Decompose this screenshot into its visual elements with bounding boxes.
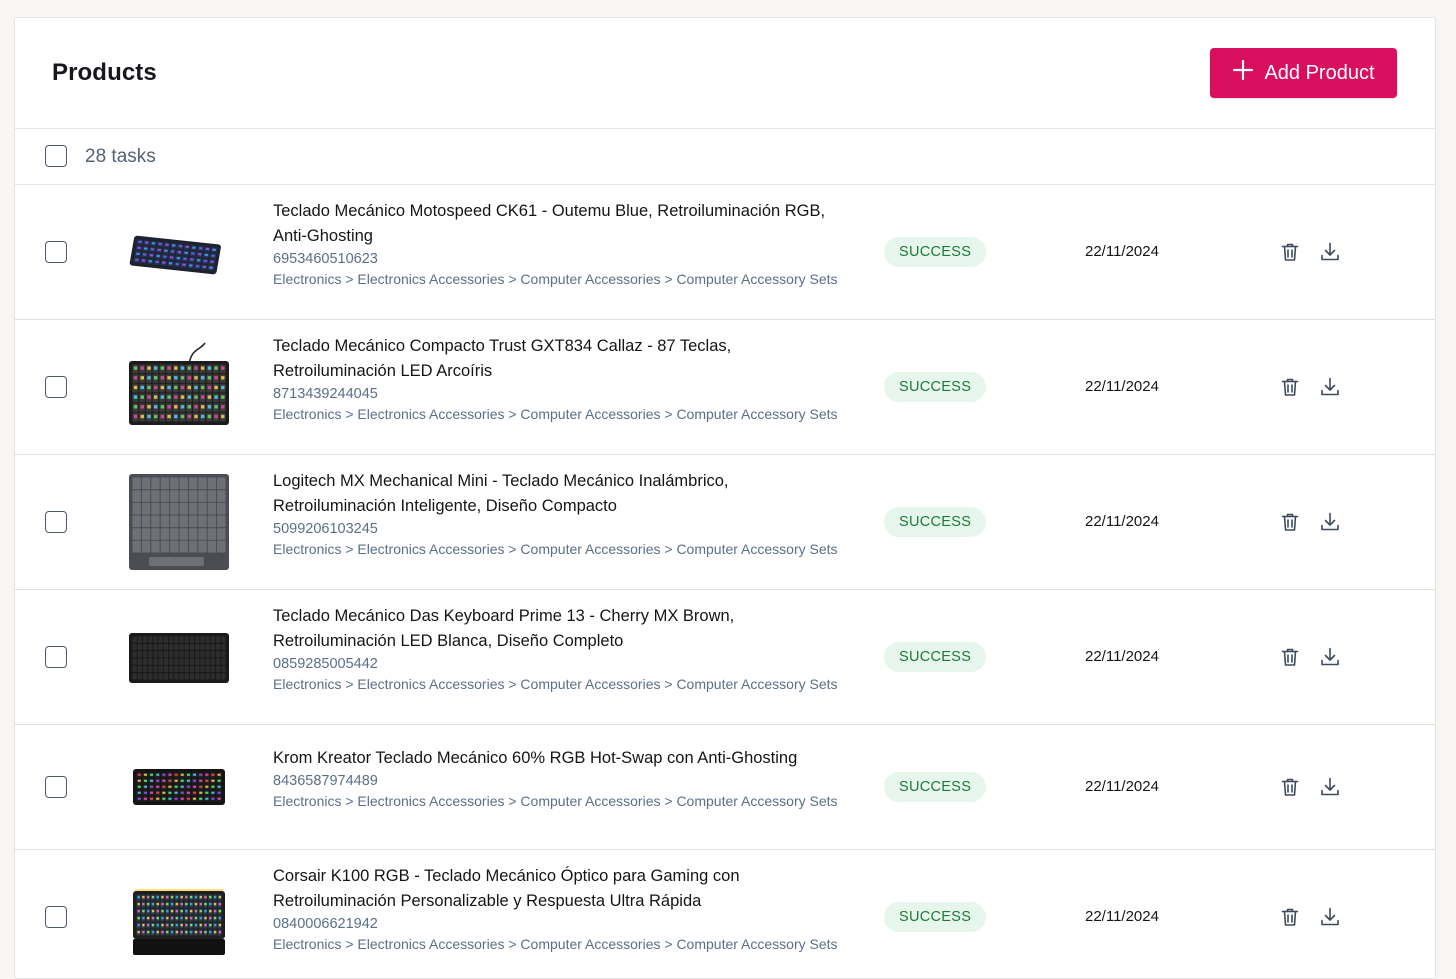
list-toolbar [15,129,1435,185]
product-date: 22/11/2024 [1085,778,1159,795]
product-name[interactable]: Teclado Mecánico Compacto Trust GXT834 Callaz - 87 Teclas, Retroiluminación LED Arcoíris [273,337,732,380]
trash-icon[interactable] [1278,775,1302,799]
products-panel [14,17,1436,979]
trash-icon[interactable] [1278,645,1302,669]
row-checkbox[interactable] [45,511,67,533]
product-image [129,739,229,835]
product-sku: 6953460510623 [273,251,378,267]
product-name[interactable]: Teclado Mecánico Motospeed CK61 - Outemu Blue, Retroiluminación RGB, Anti-Ghosting [273,202,826,245]
product-list [15,185,1435,979]
row-checkbox[interactable] [45,906,67,928]
trash-icon[interactable] [1278,375,1302,399]
product-category: Electronics > Electronics Accessories > Computer Accessories > Computer Accessory Sets [273,271,838,287]
status-badge: SUCCESS [884,772,986,802]
row-checkbox[interactable] [45,776,67,798]
product-info [273,334,843,424]
product-image [129,339,229,435]
download-icon[interactable] [1318,375,1342,399]
product-sku: 0840006621942 [273,916,378,932]
status-badge: SUCCESS [884,372,986,402]
product-category: Electronics > Electronics Accessories > Computer Accessories > Computer Accessory Sets [273,676,838,692]
product-info [273,864,843,954]
product-info [273,469,843,559]
product-category: Electronics > Electronics Accessories > Computer Accessories > Computer Accessory Sets [273,406,838,422]
product-info [273,199,843,289]
product-row[interactable] [15,320,1435,455]
product-row[interactable] [15,850,1435,979]
download-icon[interactable] [1318,645,1342,669]
product-category: Electronics > Electronics Accessories > Computer Accessories > Computer Accessory Sets [273,936,838,952]
product-category: Electronics > Electronics Accessories > Computer Accessories > Computer Accessory Sets [273,793,838,809]
row-checkbox[interactable] [45,241,67,263]
product-row[interactable] [15,185,1435,320]
download-icon[interactable] [1318,905,1342,929]
product-date: 22/11/2024 [1085,648,1159,665]
add-product-label: Add Product [1264,61,1375,84]
status-badge: SUCCESS [884,902,986,932]
product-sku: 8436587974489 [273,773,378,789]
status-badge: SUCCESS [884,642,986,672]
product-image [129,204,229,300]
select-all-checkbox[interactable] [45,145,67,167]
trash-icon[interactable] [1278,905,1302,929]
row-checkbox[interactable] [45,646,67,668]
product-date: 22/11/2024 [1085,908,1159,925]
product-sku: 5099206103245 [273,521,378,537]
product-name[interactable]: Corsair K100 RGB - Teclado Mecánico Óptico para Gaming con Retroiluminación Personalizable y Respuesta Ultra Rápida [273,867,740,910]
product-info [273,604,843,694]
product-date: 22/11/2024 [1085,513,1159,530]
product-sku: 8713439244045 [273,386,378,402]
add-product-button[interactable] [1210,48,1397,98]
product-image [129,609,229,705]
download-icon[interactable] [1318,775,1342,799]
product-row[interactable] [15,590,1435,725]
product-name[interactable]: Teclado Mecánico Das Keyboard Prime 13 - Cherry MX Brown, Retroiluminación LED Blanca, Diseño Completo [273,607,735,650]
download-icon[interactable] [1318,510,1342,534]
trash-icon[interactable] [1278,510,1302,534]
row-checkbox[interactable] [45,376,67,398]
status-badge: SUCCESS [884,507,986,537]
product-category: Electronics > Electronics Accessories > Computer Accessories > Computer Accessory Sets [273,541,838,557]
page-title: Products [52,59,157,86]
plus-icon [1232,57,1254,87]
product-date: 22/11/2024 [1085,243,1159,260]
product-row[interactable] [15,455,1435,590]
product-sku: 0859285005442 [273,656,378,672]
product-row[interactable] [15,725,1435,850]
download-icon[interactable] [1318,240,1342,264]
product-image [129,869,229,965]
product-date: 22/11/2024 [1085,378,1159,395]
status-badge: SUCCESS [884,237,986,267]
trash-icon[interactable] [1278,240,1302,264]
task-count: 28 tasks [85,146,156,167]
product-info [273,746,843,811]
product-name[interactable]: Logitech MX Mechanical Mini - Teclado Mecánico Inalámbrico, Retroiluminación Inteligente, Diseño Compacto [273,472,729,515]
panel-header [15,18,1435,129]
product-name[interactable]: Krom Kreator Teclado Mecánico 60% RGB Hot-Swap con Anti-Ghosting [273,749,798,767]
product-image [129,474,229,570]
